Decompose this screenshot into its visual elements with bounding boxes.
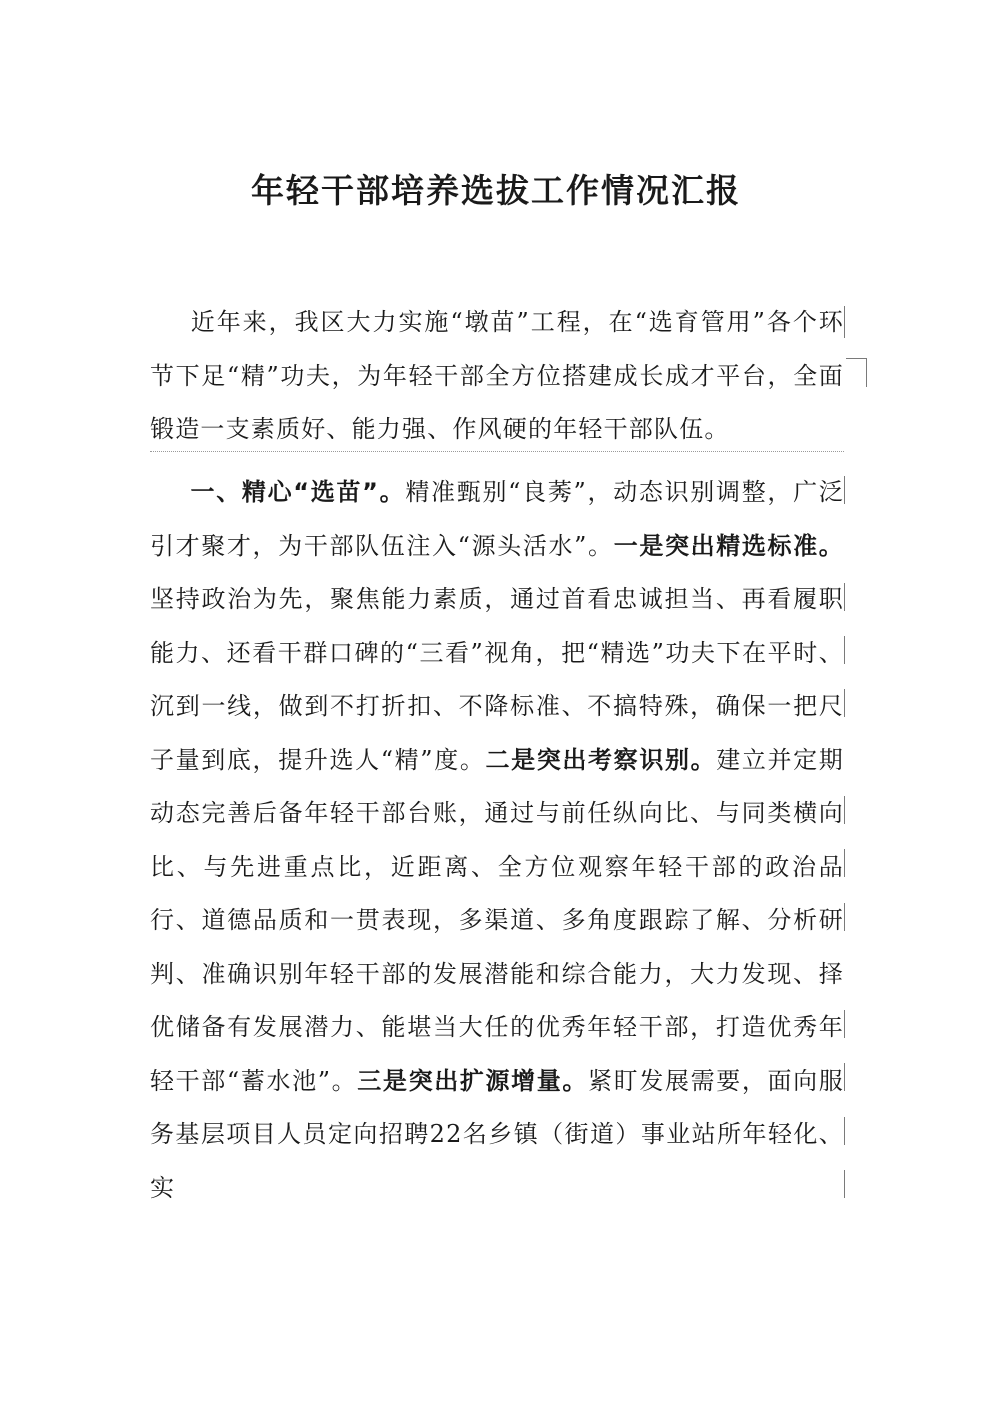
margin-mark xyxy=(844,689,845,717)
section1-lead: 精准甄别“良莠”，动态识别调整，广泛引才聚才，为干部队伍注入“源头活水”。 xyxy=(150,478,844,560)
margin-mark xyxy=(844,903,845,931)
point3-text: 紧盯发展需要，面向服务基层项目人员定向招聘22名乡镇（街道）事业站所年轻化、实 xyxy=(150,1066,844,1202)
section1-paragraph xyxy=(150,466,844,1215)
section1-heading: 一、精心“选苗”。 xyxy=(190,478,406,506)
margin-mark xyxy=(844,796,845,824)
point1-text: 坚持政治为先，聚焦能力素质，通过首看忠诚担当、再看履职能力、还看干群口碑的“三看”视角，把“精选”功夫下在平时、沉到一线，做到不打折扣、不降标准、不搞特殊，确保一把尺子量到底，提升选人“精”度。 xyxy=(150,585,844,774)
margin-mark xyxy=(844,1063,845,1091)
intro-paragraph xyxy=(150,296,844,457)
intro-text: 近年来，我区大力实施“墩苗”工程，在“选育管用”各个环节下足“精”功夫，为年轻干部全方位搭建成长成才平台，全面锻造一支素质好、能力强、作风硬的年轻干部队伍。 xyxy=(150,308,844,443)
margin-mark xyxy=(844,1117,845,1145)
point1-title: 一是突出精选标准。 xyxy=(613,531,844,560)
margin-mark xyxy=(844,849,845,877)
margin-mark xyxy=(844,306,845,338)
margin-mark xyxy=(844,1170,845,1198)
margin-mark xyxy=(844,476,845,504)
margin-mark xyxy=(846,358,867,387)
section-divider xyxy=(150,451,844,452)
point3-title: 三是突出扩源增量。 xyxy=(357,1066,589,1095)
document-title: 年轻干部培养选拔工作情况汇报 xyxy=(251,171,741,210)
margin-mark xyxy=(844,1010,845,1038)
margin-mark xyxy=(844,583,845,611)
point2-title: 二是突出考察识别。 xyxy=(485,745,717,774)
margin-mark xyxy=(844,636,845,664)
point2-text: 建立并定期动态完善后备年轻干部台账，通过与前任纵向比、与同类横向比、与先进重点比，近距离、全方位观察年轻干部的政治品行、道德品质和一贯表现，多渠道、多角度跟踪了解、分析研判、准确识别年轻干部的发展潜能和综合能力，大力发现、择优储备有发展潜力、能堪当大任的优秀年轻干部，打造优秀年轻干部“蓄水池”。 xyxy=(150,745,844,1095)
